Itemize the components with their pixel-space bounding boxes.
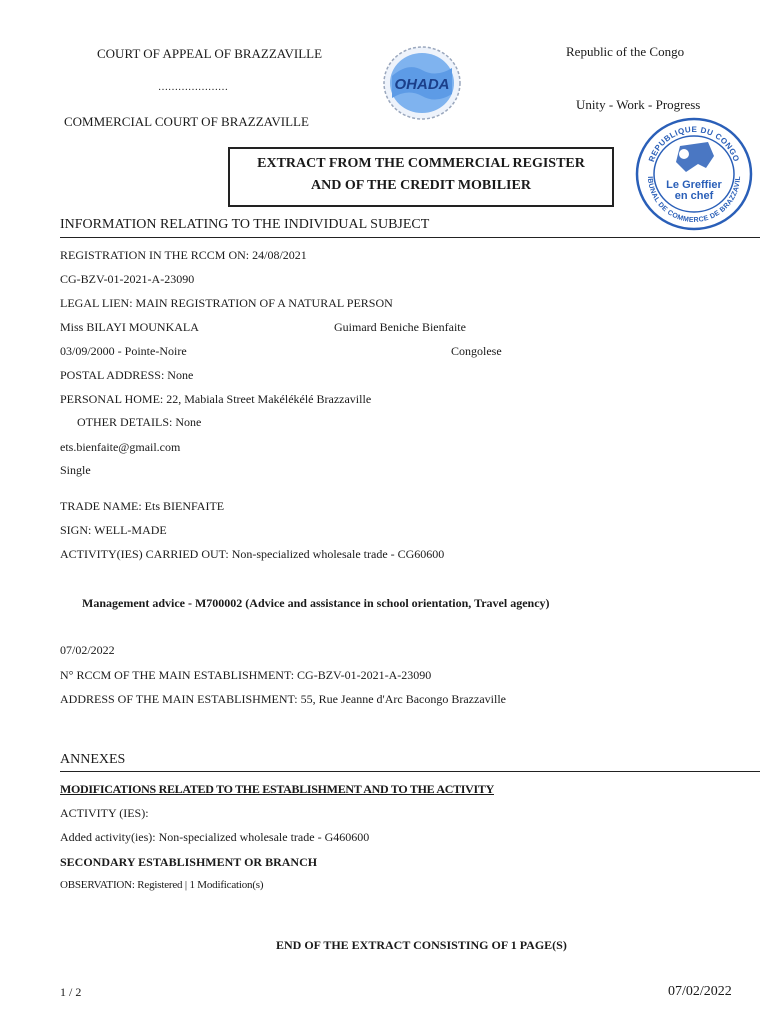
marital-status: Single <box>60 463 91 477</box>
main-establishment-address: ADDRESS OF THE MAIN ESTABLISHMENT: 55, Rue Jeanne d'Arc Bacongo Brazzaville <box>60 692 506 706</box>
registration-date: REGISTRATION IN THE RCCM ON: 24/08/2021 <box>60 248 307 262</box>
modifications-title: MODIFICATIONS RELATED TO THE ESTABLISHMENT AND TO THE ACTIVITY <box>60 782 494 796</box>
annexes-divider <box>60 771 760 772</box>
end-of-extract: END OF THE EXTRACT CONSISTING OF 1 PAGE(S) <box>276 938 567 952</box>
svg-text:TRIBUNAL DE COMMERCE DE BRAZZA: IBUNAL DE COMMERCE DE BRAZZAVIL <box>645 175 743 225</box>
registrar-stamp <box>634 116 754 232</box>
personal-home: PERSONAL HOME: 22, Mabiala Street Makélékélé Brazzaville <box>60 392 372 406</box>
sign-name: SIGN: WELL-MADE <box>60 523 167 537</box>
activity-label: ACTIVITY (IES): <box>60 806 149 820</box>
svg-text:REPUBLIQUE DU CONGO: REPUBLIQUE DU CONGO <box>646 124 742 164</box>
birth-date-place: 03/09/2000 - Pointe-Noire <box>60 344 187 358</box>
page-number: 1 / 2 <box>60 985 82 999</box>
added-activity: Added activity(ies): Non-specialized wholesale trade - G460600 <box>60 830 370 844</box>
person-given-names: Guimard Beniche Bienfaite <box>334 320 466 334</box>
stamp-line2: en chef <box>674 190 714 202</box>
section-heading-annexes: ANNEXES <box>60 752 126 767</box>
republic-label: Republic of the Congo <box>566 44 685 59</box>
secondary-establishment-title: SECONDARY ESTABLISHMENT OR BRANCH <box>60 855 318 869</box>
trade-name: TRADE NAME: Ets BIENFAITE <box>60 499 225 513</box>
ohada-logo-text: OHADA <box>394 76 450 93</box>
postal-address: POSTAL ADDRESS: None <box>60 368 194 382</box>
nationality: Congolese <box>451 344 502 358</box>
dotted-placeholder: ………………… <box>158 82 228 93</box>
person-surname: Miss BILAYI MOUNKALA <box>60 320 199 334</box>
national-motto: Unity - Work - Progress <box>576 97 701 112</box>
email-address: ets.bienfaite@gmail.com <box>60 440 181 454</box>
management-activity: Management advice - M700002 (Advice and assistance in school orientation, Travel agency) <box>82 596 550 610</box>
court-of-appeal: COURT OF APPEAL OF BRAZZAVILLE <box>97 46 323 61</box>
footer-date: 07/02/2022 <box>668 984 732 999</box>
section-heading-individual: INFORMATION RELATING TO THE INDIVIDUAL SUBJECT <box>60 217 430 232</box>
stamp-line1: Le Greffier <box>666 179 722 191</box>
ohada-logo <box>378 42 466 122</box>
document-title-box <box>228 147 614 207</box>
establishment-date: 07/02/2022 <box>60 643 115 657</box>
document-title-line2: AND OF THE CREDIT MOBILIER <box>311 178 531 193</box>
section-divider <box>60 237 760 238</box>
main-establishment-rccm: N° RCCM OF THE MAIN ESTABLISHMENT: CG-BZV-01-2021-A-23090 <box>60 668 432 682</box>
legal-lien: LEGAL LIEN: MAIN REGISTRATION OF A NATURAL PERSON <box>60 296 393 310</box>
commercial-court: COMMERCIAL COURT OF BRAZZAVILLE <box>64 114 309 129</box>
document-title-line1: EXTRACT FROM THE COMMERCIAL REGISTER <box>257 156 585 171</box>
observation: OBSERVATION: Registered | 1 Modification(s) <box>60 879 264 891</box>
other-details: OTHER DETAILS: None <box>77 415 202 429</box>
activities-carried-out: ACTIVITY(IES) CARRIED OUT: Non-specialized wholesale trade - CG60600 <box>60 547 445 561</box>
rccm-number: CG-BZV-01-2021-A-23090 <box>60 272 195 286</box>
